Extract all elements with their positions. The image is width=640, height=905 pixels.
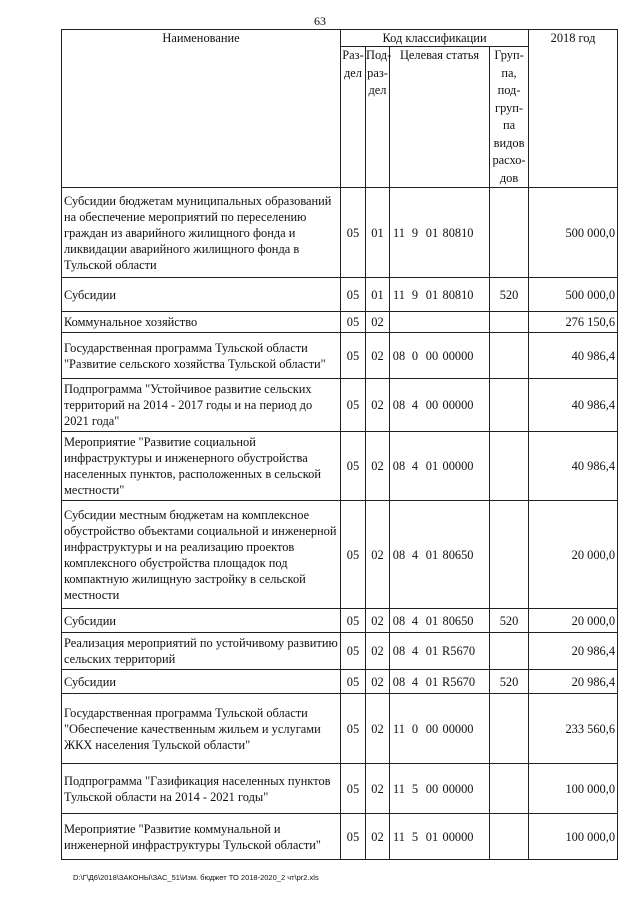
row-name: Государственная программа Тульской области "Обеспечение качественным жильем и услугами ЖКХ населения Тульской области" <box>62 694 341 764</box>
target-article-part: 4 <box>411 547 419 562</box>
target-article-part: 08 <box>392 459 406 473</box>
target-article-part: 01 <box>425 644 439 658</box>
row-podrazdel: 01 <box>366 188 390 278</box>
target-article-part: 01 <box>425 287 439 302</box>
row-podrazdel: 01 <box>366 278 390 312</box>
target-article-part: 11 <box>393 829 405 844</box>
row-name: Субсидии бюджетам муниципальных образований на обеспечение мероприятий по переселению граждан из аварийного жилищного фонда и ликвидации аварийного жилищного фонда в Тульской области <box>62 188 341 278</box>
target-article-part: 01 <box>425 547 439 562</box>
row-expense-type <box>490 312 529 333</box>
target-article-part: 00 <box>425 398 439 412</box>
target-article-part: 00 <box>425 721 439 736</box>
header-name: Наименование <box>62 30 341 188</box>
table-row <box>62 609 618 633</box>
row-name: Мероприятие "Развитие социальной инфраструктуры и инженерного обустройства населенных пунктов, расположенных в сельской местности" <box>62 432 341 501</box>
target-article-parts <box>390 613 489 629</box>
target-article-part: 01 <box>425 613 439 628</box>
target-article-parts <box>390 547 489 563</box>
row-amount: 40 986,4 <box>529 432 618 501</box>
row-target-article <box>390 670 490 694</box>
row-podrazdel: 02 <box>366 670 390 694</box>
table-row <box>62 188 618 278</box>
header-group: Груп- па, под- груп- па видов расхо- дов <box>490 47 529 188</box>
table-row <box>62 764 618 814</box>
target-article-parts <box>390 721 489 737</box>
target-article-part: 01 <box>425 459 439 473</box>
row-target-article <box>390 432 490 501</box>
target-article-part: 00000 <box>442 398 474 412</box>
row-name: Коммунальное хозяйство <box>62 312 341 333</box>
budget-table <box>61 29 618 860</box>
target-article-parts <box>390 643 489 659</box>
row-razdel: 05 <box>341 609 366 633</box>
row-amount: 500 000,0 <box>529 188 618 278</box>
header-podrazdel: Под- раз- дел <box>366 47 390 188</box>
target-article-part: 80810 <box>442 225 474 240</box>
target-article-part: 11 <box>393 225 405 240</box>
target-article-part: 00000 <box>442 781 474 796</box>
row-amount: 100 000,0 <box>529 764 618 814</box>
table-row <box>62 694 618 764</box>
row-name: Подпрограмма "Устойчивое развитие сельских территорий на 2014 - 2017 годы и на период до 2021 года" <box>62 379 341 432</box>
target-article-part: 9 <box>411 225 419 240</box>
row-target-article <box>390 633 490 670</box>
target-article-part: 08 <box>392 348 406 363</box>
row-razdel: 05 <box>341 633 366 670</box>
row-expense-type <box>490 379 529 432</box>
target-article-parts <box>390 781 489 797</box>
row-razdel: 05 <box>341 432 366 501</box>
target-article-part: 4 <box>411 613 419 628</box>
target-article-parts <box>390 674 489 690</box>
row-podrazdel: 02 <box>366 609 390 633</box>
table-row <box>62 501 618 609</box>
target-article-part: 4 <box>411 644 419 658</box>
row-expense-type <box>490 764 529 814</box>
row-amount: 40 986,4 <box>529 333 618 379</box>
row-expense-type <box>490 432 529 501</box>
header-target: Целевая статья <box>390 47 490 188</box>
row-podrazdel: 02 <box>366 379 390 432</box>
target-article-part: 80650 <box>442 547 474 562</box>
target-article-part: 80650 <box>442 613 474 628</box>
table-row <box>62 278 618 312</box>
row-razdel: 05 <box>341 379 366 432</box>
target-article-part: 01 <box>425 674 439 689</box>
row-name: Подпрограмма "Газификация населенных пунктов Тульской области на 2014 - 2021 годы" <box>62 764 341 814</box>
row-razdel: 05 <box>341 501 366 609</box>
target-article-part: 0 <box>411 348 419 363</box>
row-target-article <box>390 501 490 609</box>
row-razdel: 05 <box>341 694 366 764</box>
target-article-part: 4 <box>411 674 419 689</box>
row-podrazdel: 02 <box>366 764 390 814</box>
table-row <box>62 333 618 379</box>
row-razdel: 05 <box>341 312 366 333</box>
target-article-parts <box>390 829 489 845</box>
row-target-article <box>390 814 490 860</box>
page-number: 63 <box>314 14 326 28</box>
target-article-part: 00 <box>425 781 439 796</box>
target-article-part: 11 <box>393 287 405 302</box>
row-expense-type: 520 <box>490 278 529 312</box>
header-razdel: Раз- дел <box>341 47 366 188</box>
row-target-article <box>390 278 490 312</box>
row-podrazdel: 02 <box>366 333 390 379</box>
row-amount: 40 986,4 <box>529 379 618 432</box>
row-name: Реализация мероприятий по устойчивому развитию сельских территорий <box>62 633 341 670</box>
row-razdel: 05 <box>341 278 366 312</box>
row-name: Субсидии <box>62 278 341 312</box>
row-name: Субсидии местным бюджетам на комплексное обустройство объектами социальной и инженерной инфраструктуры и на реализацию проектов комплексного обустройства площадок под компактную жилищную застройку в сельской местности <box>62 501 341 609</box>
row-target-article <box>390 188 490 278</box>
table-row <box>62 379 618 432</box>
row-podrazdel: 02 <box>366 633 390 670</box>
target-article-part: 01 <box>425 225 439 240</box>
table-row <box>62 814 618 860</box>
row-expense-type: 520 <box>490 670 529 694</box>
row-amount: 20 000,0 <box>529 609 618 633</box>
row-podrazdel: 02 <box>366 312 390 333</box>
table-row <box>62 432 618 501</box>
row-expense-type <box>490 501 529 609</box>
row-podrazdel: 02 <box>366 694 390 764</box>
row-amount: 100 000,0 <box>529 814 618 860</box>
row-name: Государственная программа Тульской области "Развитие сельского хозяйства Тульской области" <box>62 333 341 379</box>
row-razdel: 05 <box>341 670 366 694</box>
header-year: 2018 год <box>529 30 618 188</box>
footer-file-path: D:\Г\Д6\2018\ЗАКОНЫ\ЗАС_51\Изм. бюджет ТО 2018-2020_2 чт\pr2.xls <box>73 873 319 882</box>
row-target-article <box>390 694 490 764</box>
target-article-part: 00000 <box>442 348 474 363</box>
row-name: Субсидии <box>62 670 341 694</box>
table-row <box>62 312 618 333</box>
target-article-part: 00 <box>425 348 439 363</box>
target-article-part: 11 <box>393 721 405 736</box>
target-article-part: 5 <box>411 829 419 844</box>
target-article-part: 08 <box>392 644 406 658</box>
target-article-parts <box>390 458 489 474</box>
row-amount: 233 560,6 <box>529 694 618 764</box>
row-razdel: 05 <box>341 764 366 814</box>
target-article-part: 4 <box>411 398 419 412</box>
target-article-part: 80810 <box>442 287 474 302</box>
target-article-parts <box>390 397 489 413</box>
target-article-part: 08 <box>392 674 406 689</box>
row-podrazdel: 02 <box>366 814 390 860</box>
target-article-part: 0 <box>411 721 419 736</box>
row-podrazdel: 02 <box>366 432 390 501</box>
row-expense-type <box>490 814 529 860</box>
row-expense-type <box>490 188 529 278</box>
target-article-part: 5 <box>411 781 419 796</box>
target-article-parts <box>390 225 489 241</box>
table-body <box>62 188 618 860</box>
target-article-part: 4 <box>411 459 419 473</box>
target-article-part: 08 <box>392 547 406 562</box>
table-row <box>62 633 618 670</box>
target-article-part: 11 <box>393 781 405 796</box>
row-name: Мероприятие "Развитие коммунальной и инженерной инфраструктуры Тульской области" <box>62 814 341 860</box>
row-name: Субсидии <box>62 609 341 633</box>
row-razdel: 05 <box>341 814 366 860</box>
row-podrazdel: 02 <box>366 501 390 609</box>
target-article-part: 9 <box>411 287 419 302</box>
header-code: Код классификации <box>341 30 529 47</box>
target-article-part: 00000 <box>442 829 474 844</box>
target-article-parts <box>390 287 489 303</box>
row-expense-type <box>490 694 529 764</box>
target-article-parts <box>390 348 489 364</box>
row-amount: 20 986,4 <box>529 633 618 670</box>
target-article-part: 00000 <box>442 721 474 736</box>
target-article-part: 00000 <box>442 459 474 473</box>
row-target-article <box>390 764 490 814</box>
row-target-article <box>390 333 490 379</box>
target-article-part: 08 <box>392 613 406 628</box>
row-target-article <box>390 609 490 633</box>
target-article-part: R5670 <box>442 674 476 689</box>
row-expense-type <box>490 633 529 670</box>
row-amount: 20 986,4 <box>529 670 618 694</box>
row-amount: 276 150,6 <box>529 312 618 333</box>
target-article-part: 08 <box>392 398 406 412</box>
row-amount: 20 000,0 <box>529 501 618 609</box>
target-article-part: 01 <box>425 829 439 844</box>
row-razdel: 05 <box>341 188 366 278</box>
row-razdel: 05 <box>341 333 366 379</box>
row-target-article <box>390 312 490 333</box>
row-target-article <box>390 379 490 432</box>
row-amount: 500 000,0 <box>529 278 618 312</box>
row-expense-type: 520 <box>490 609 529 633</box>
table-row <box>62 670 618 694</box>
target-article-part: R5670 <box>442 644 476 658</box>
row-expense-type <box>490 333 529 379</box>
